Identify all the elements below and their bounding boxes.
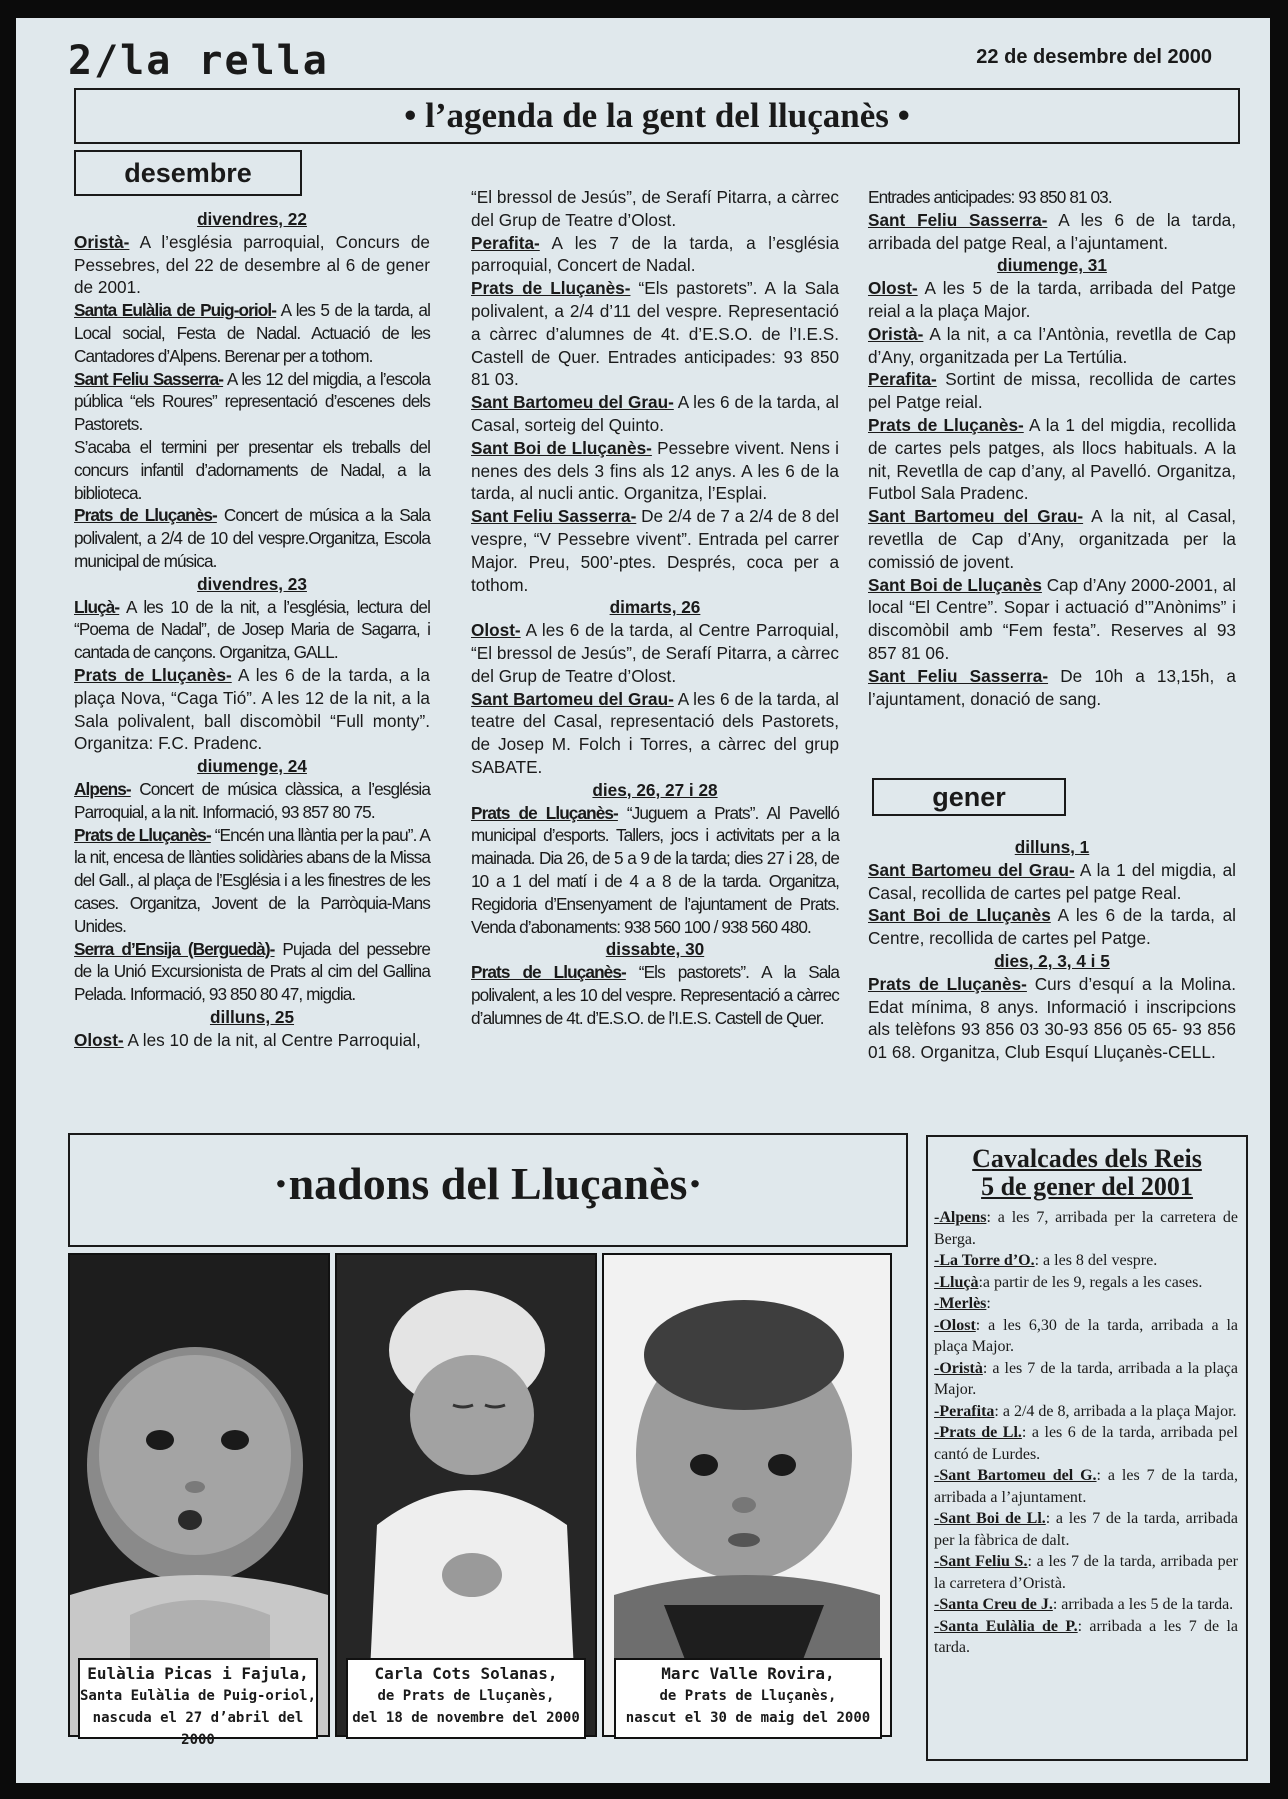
entry-text: A l’església parroquial, Concurs de Pessebres, del 22 de desembre al 6 de gener de 2001. [74, 231, 430, 298]
cavalcade-item [934, 1594, 1238, 1616]
nadons-title: ·nadons del Lluçanès· [273, 1158, 703, 1209]
entry-place: Prats de Lluçanès- [868, 973, 1027, 994]
agenda-entry [471, 437, 839, 505]
entry-text: De 2/4 de 7 a 2/4 de 8 del vespre, “V Pessebre vivent”. Entrada pel carrer Major. Preu, 500’-ptes. Després, coca per a tothom. [471, 506, 839, 595]
entry-place: Sant Bartomeu del Grau- [868, 506, 1084, 527]
agenda-column-3 [868, 186, 1236, 710]
cavalcade-place: -Olost [934, 1316, 976, 1334]
entry-text: De 10h a 13,15h, a l’ajuntament, donació de sang. [868, 665, 1236, 709]
entry-place: Prats de Lluçanès- [471, 802, 618, 823]
baby-name: Eulàlia Picas i Fajula, [87, 1664, 309, 1683]
baby-caption-2 [346, 1658, 586, 1739]
baby-origin: Santa Eulàlia de Puig-oriol, [80, 1688, 317, 1704]
cavalcade-place: -Alpens [934, 1209, 987, 1226]
day-heading: dies, 26, 27 i 28 [592, 779, 718, 800]
entry-text: “Els pastorets”. A la Sala polivalent, a les 10 del vespre. Representació a càrrec d’alumnes de 4t. d’E.S.O. de l’I.E.S. Castell de Quer. [471, 962, 840, 1028]
agenda-title: • l’agenda de la gent del lluçanès • [74, 88, 1240, 144]
entry-text: Pessebre vivent. Nens i nenes des dels 3 fins als 12 anys. A les 6 de la tarda, al nucli antic. Organitza, l’Esplai. [471, 437, 840, 504]
cavalcade-place: -Santa Eulàlia de P. [934, 1617, 1078, 1635]
cavalcade-place: -Sant Feliu S. [934, 1553, 1028, 1570]
agenda-entry [74, 596, 430, 664]
entry-place: Olost- [74, 1029, 124, 1050]
entry-text: “Juguem a Prats”. Al Pavelló municipal d’esports. Tallers, jocs i activitats per a la mainada. Dia 26, de 5 a 9 de la tarda; dies 27 i 28, de 10 a 1 del matí i de 4 a 8 de la tarda. Organitza, Regidoria d’Ensenyament de l’ajuntament de Prats. Venda d’abonaments: 938 560 100 / 938 560 480. [471, 802, 839, 937]
entry-place: Olost- [471, 620, 521, 641]
day-heading: divendres, 22 [197, 209, 307, 229]
agenda-entry [74, 368, 430, 436]
cavalcade-text: : a 2/4 de 8, arribada a la plaça Major. [994, 1402, 1237, 1420]
cavalcade-text: : a les 7 de la tarda, arribada per la carretera d’Oristà. [934, 1553, 1239, 1592]
entry-text: A la nit, al Casal, revetlla de Cap d’Any, organitzada per la comissió de jovent. [868, 506, 1237, 572]
masthead: 2/la rella [68, 38, 329, 84]
agenda-entry [868, 505, 1236, 573]
entry-text: A les 6 de la tarda, al Centre Parroquial, “El bressol de Jesús”, de Serafí Pitarra, a càrrec del Grup de Teatre d’Olost. [471, 620, 839, 686]
baby-birth: nascuda el 27 d’abril del 2000 [92, 1710, 304, 1748]
entry-text: Concert de música a la Sala polivalent, a 2/4 de 10 del vespre.Organitza, Escola municipal de música. [74, 505, 430, 571]
entry-place: Sant Boi de Lluçanès [868, 574, 1042, 595]
nadons-header-box [68, 1133, 908, 1247]
cavalcade-place: -Sant Bartomeu del G. [934, 1467, 1097, 1484]
entry-place: Prats de Lluçanès- [868, 414, 1024, 435]
baby-caption-1 [78, 1658, 318, 1748]
cavalcade-item [934, 1551, 1238, 1594]
agenda-entry [74, 664, 430, 755]
entry-text: A la nit, a ca l’Antònia, revetlla de Cap d’Any, organitzada per La Tertúlia. [868, 323, 1236, 367]
cavalcade-item [934, 1272, 1238, 1294]
agenda-entry [471, 277, 839, 391]
cavalcade-item [934, 1422, 1238, 1465]
agenda-entry [74, 1029, 430, 1052]
entry-text: A les 10 de la nit, al Centre Parroquial, [123, 1029, 421, 1050]
entry-text: A les 6 de la tarda, a la plaça Nova, “Caga Tió”. A les 12 de la nit, a la Sala polivalent, ball discomòbil “Full monty”. Organitza: F.C. Pradenc. [74, 664, 430, 754]
entry-place: Perafita- [471, 232, 540, 253]
cavalcade-place: -Santa Creu de J. [934, 1596, 1053, 1613]
agenda-entry: S’acaba el termini per presentar els treballs del concurs infantil d’adornaments de Nadal, a la biblioteca. [74, 436, 430, 503]
entry-place: Oristà- [74, 231, 130, 252]
entry-place: Sant Boi de Lluçanès [868, 905, 1051, 926]
entry-place: Lluçà- [74, 596, 120, 617]
entry-place: Sant Bartomeu del Grau- [868, 859, 1075, 880]
entry-text: A les 5 de la tarda, arribada del Patge reial a la plaça Major. [868, 278, 1236, 321]
entry-place: Sant Feliu Sasserra- [868, 665, 1049, 686]
entry-text: “Els pastorets”. A la Sala polivalent, a 2/4 d’11 del vespre. Representació a càrrec d’alumnes de 4t. d’E.S.O. de l’I.E.S. Castell de Quer. Entrades anticipades: 93 850 81 03. [471, 278, 839, 390]
entry-place: Prats de Lluçanès- [74, 824, 211, 845]
agenda-entry [471, 619, 839, 687]
cavalcades-box [926, 1135, 1248, 1761]
entry-text: A les 12 del migdia, a l’escola pública “els Roures” representació d’escenes dels Pastorets. [74, 368, 430, 435]
agenda-column-3-gener [868, 836, 1236, 1064]
day-heading: dimarts, 26 [609, 597, 701, 618]
entry-place: Prats de Lluçanès- [471, 962, 626, 983]
cavalcades-title [928, 1145, 1246, 1201]
entry-text: A les 6 de la tarda, al Casal, sorteig del Quinto. [471, 392, 839, 435]
agenda-entry [868, 209, 1236, 255]
entry-text: Sortint de missa, recollida de cartes pel Patge reial. [868, 369, 1236, 413]
entry-place: Prats de Lluçanès- [471, 278, 631, 299]
agenda-entry [74, 938, 430, 1006]
entry-place: Sant Feliu Sasserra- [471, 506, 637, 527]
agenda-entry [471, 391, 839, 437]
cavalcade-text: : a les 7 de la tarda, arribada a la plaça Major. [934, 1359, 1238, 1398]
entry-text: A la 1 del migdia, al Casal, recollida de cartes pel patge Real. [868, 859, 1236, 903]
cavalcade-text: :a partir de les 9, regals a les cases. [978, 1273, 1203, 1291]
entry-text: A les 6 de la tarda, al Centre, recollida de cartes pel Patge. [868, 905, 1236, 949]
agenda-entry [471, 802, 839, 939]
cavalcade-text: : a les 6,30 de la tarda, arribada a la plaça Major. [934, 1316, 1238, 1355]
baby-caption-3 [614, 1658, 882, 1739]
cavalcade-text: : arribada a les 5 de la tarda. [1052, 1596, 1234, 1613]
cavalcade-text: : [986, 1295, 991, 1312]
cavalcade-item [934, 1250, 1238, 1272]
entry-text: A les 6 de la tarda, arribada del patge Real, a l’ajuntament. [868, 209, 1236, 253]
agenda-entry [471, 961, 839, 1029]
baby-origin: de Prats de Lluçanès, [377, 1688, 555, 1704]
agenda-column-1 [74, 208, 430, 1051]
baby-birth: del 18 de novembre del 2000 [352, 1710, 580, 1726]
entry-text: Concert de música clàssica, a l’església Parroquial, a la nit. Informació, 93 857 80 75. [74, 778, 430, 822]
agenda-entry [868, 323, 1236, 369]
month-desembre: desembre [74, 150, 302, 196]
cavalcade-text: : arribada a les 7 de la tarda. [934, 1617, 1238, 1656]
cavalcade-text: : a les 7 de la tarda, arribada a l’ajuntament. [934, 1467, 1238, 1506]
entry-text: “Encén una llàntia per la pau”. A la nit, encesa de llànties solidàries abans de la Missa del Gall., al plaça de l’Església i a les finestres de les cases. Organitza, Jovent de la Parròquia-Mans Unides. [74, 824, 430, 936]
day-heading: divendres, 23 [197, 573, 307, 594]
entry-place: Oristà- [868, 323, 924, 344]
cavalcade-text: : a les 6 de la tarda, arribada pel cantó de Lurdes. [934, 1424, 1238, 1463]
cavalcade-text: : a les 7 de la tarda, arribada per la fàbrica de dalt. [934, 1510, 1238, 1549]
agenda-entry [471, 688, 839, 779]
cavalcade-item [934, 1465, 1238, 1508]
entry-place: Sant Boi de Lluçanès- [471, 437, 652, 458]
agenda-entry [868, 859, 1236, 905]
issue-date: 22 de desembre del 2000 [976, 46, 1212, 68]
cavalcade-place: -Oristà [934, 1359, 983, 1377]
agenda-entry [868, 973, 1236, 1064]
cavalcades-list [928, 1201, 1246, 1659]
entry-place: Sant Bartomeu del Grau- [471, 688, 674, 709]
agenda-entry [471, 505, 839, 596]
day-heading: diumenge, 24 [197, 756, 307, 777]
agenda-entry [868, 665, 1236, 711]
entry-place: Alpens- [74, 778, 131, 799]
cavalcade-item [934, 1293, 1238, 1315]
cavalcade-item [934, 1358, 1238, 1401]
cavalcade-item [934, 1508, 1238, 1551]
cavalcade-text: : a les 8 del vespre. [1034, 1252, 1158, 1269]
agenda-entry: “El bressol de Jesús”, de Serafí Pitarra, a càrrec del Grup de Teatre d’Olost. [471, 187, 839, 230]
entry-place: Olost- [868, 278, 918, 299]
cavalcades-title-line2: 5 de gener del 2001 [981, 1172, 1193, 1201]
entry-place: Perafita- [868, 369, 937, 390]
day-heading: dilluns, 25 [209, 1006, 295, 1027]
entry-text: A les 6 de la tarda, al teatre del Casal, representació dels Pastorets, de Josep M. Folch i Torres, a càrrec del grup SABATE. [471, 688, 839, 777]
entry-text: Curs d’esquí a la Molina. Edat mínima, 8 anys. Informació i inscripcions als telèfons 93 856 03 30-93 856 05 65- 93 856 01 68. Organitza, Club Esquí Lluçanès-CELL. [868, 973, 1236, 1063]
entry-place: Santa Eulàlia de Puig-oriol- [74, 300, 277, 321]
agenda-column-2 [471, 186, 839, 1029]
day-heading: diumenge, 31 [997, 255, 1107, 276]
cavalcade-item [934, 1315, 1238, 1358]
cavalcade-item [934, 1616, 1238, 1659]
entry-place: Sant Feliu Sasserra- [74, 368, 224, 389]
agenda-entry [74, 778, 430, 824]
day-heading: dilluns, 1 [1014, 837, 1090, 857]
agenda-entry [868, 904, 1236, 950]
agenda-entry [471, 232, 839, 278]
cavalcade-place: -Lluçà [934, 1273, 979, 1291]
baby-birth: nascut el 30 de maig del 2000 [625, 1710, 871, 1726]
agenda-entry [74, 299, 430, 367]
cavalcade-place: -Prats de Ll. [934, 1424, 1022, 1441]
agenda-entry [868, 277, 1236, 323]
cavalcade-place: -Sant Boi de Ll. [934, 1510, 1046, 1527]
cavalcade-text: : a les 7, arribada per la carretera de Berga. [934, 1209, 1238, 1248]
agenda-entry [74, 231, 430, 299]
agenda-entry [74, 504, 430, 572]
agenda-entry [868, 574, 1236, 665]
month-gener: gener [872, 778, 1066, 816]
entry-place: Sant Bartomeu del Grau- [471, 392, 674, 413]
baby-name: Marc Valle Rovira, [661, 1664, 835, 1683]
cavalcade-item [934, 1207, 1238, 1250]
baby-name: Carla Cots Solanas, [374, 1664, 558, 1683]
entry-text: A les 5 de la tarda, al Local social, Festa de Nadal. Actuació de les Cantadores d’Alpens. Berenar per a tothom. [74, 300, 430, 366]
agenda-entry: Entrades anticipades: 93 850 81 03. [868, 187, 1112, 207]
entry-text: A les 10 de la nit, a l’església, lectura del “Poema de Nadal”, de Josep Maria de Sagarra, i cantada de cançons. Organitza, GALL. [74, 596, 430, 663]
entry-place: Sant Feliu Sasserra- [868, 209, 1048, 230]
agenda-entry [868, 368, 1236, 414]
agenda-entry [74, 824, 430, 938]
newspaper-page [16, 18, 1270, 1783]
cavalcades-title-line1: Cavalcades dels Reis [972, 1144, 1202, 1173]
cavalcade-place: -La Torre d’O. [934, 1252, 1035, 1269]
entry-place: Prats de Lluçanès- [74, 505, 217, 526]
cavalcade-item [934, 1401, 1238, 1423]
entry-text: A les 7 de la tarda, a l’església parroquial, Concert de Nadal. [471, 232, 839, 276]
cavalcade-place: -Merlès [934, 1295, 987, 1312]
agenda-entry [868, 414, 1236, 505]
entry-text: Cap d’Any 2000-2001, al local “El Centre”. Sopar i actuació d’”Anònims” i discomòbil amb “Fem festa”. Reserves al 93 857 81 06. [868, 574, 1236, 663]
day-heading: dissabte, 30 [605, 939, 705, 960]
entry-text: A la 1 del migdia, recollida de cartes pels patges, als llocs habituals. A la nit, Revetlla de cap d’any, al Pavelló. Organitza, Futbol Sala Pradenc. [868, 414, 1236, 504]
entry-place: Prats de Lluçanès- [74, 664, 232, 685]
entry-text: Pujada del pessebre de la Unió Excursionista de Prats al cim del Gallina Pelada. Informació, 93 850 80 47, migdia. [74, 938, 430, 1005]
entry-place: Serra d’Ensija (Berguedà)- [74, 938, 275, 959]
cavalcade-place: -Perafita [934, 1402, 995, 1420]
baby-origin: de Prats de Lluçanès, [659, 1688, 837, 1704]
day-heading: dies, 2, 3, 4 i 5 [994, 950, 1110, 971]
